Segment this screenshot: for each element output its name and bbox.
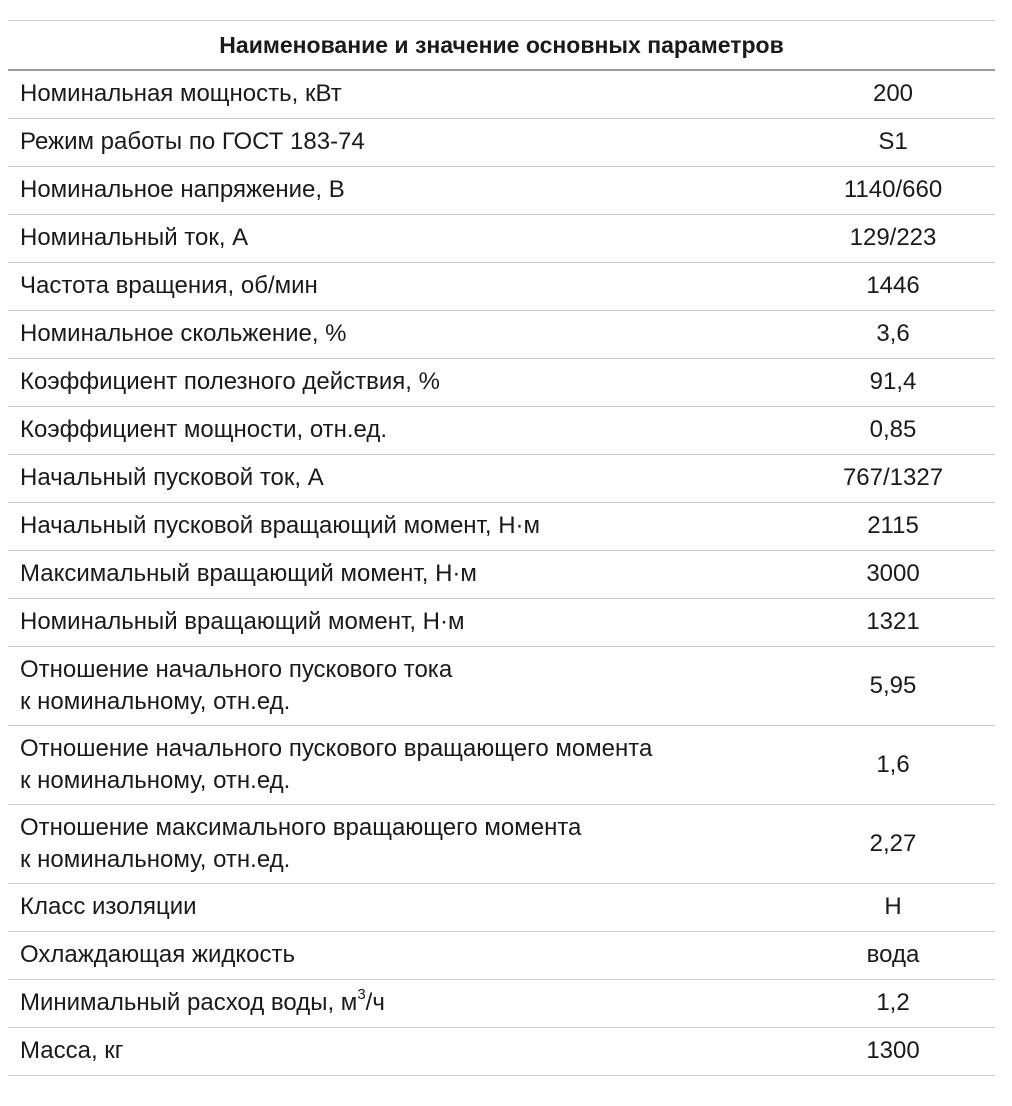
param-value: 1,2 (753, 979, 995, 1027)
table-row (8, 1027, 995, 1075)
table-row (8, 166, 995, 214)
table-header: Наименование и значение основных параметров (8, 21, 995, 71)
param-value: 5,95 (753, 646, 995, 725)
table-row (8, 979, 995, 1027)
table-row (8, 118, 995, 166)
table-row (8, 725, 995, 804)
param-name: Коэффициент мощности, отн.ед. (8, 406, 753, 454)
param-value: 1140/660 (753, 166, 995, 214)
param-name: Номинальный ток, А (8, 214, 753, 262)
param-name: Номинальное скольжение, % (8, 310, 753, 358)
table-row (8, 804, 995, 883)
table-row (8, 70, 995, 118)
param-value: 1,6 (753, 725, 995, 804)
param-name: Частота вращения, об/мин (8, 262, 753, 310)
param-name: Масса, кг (8, 1027, 753, 1075)
param-value: Н (753, 883, 995, 931)
param-name-line-1: Отношение максимального вращающего момента (20, 813, 582, 841)
param-name: Охлаждающая жидкость (8, 931, 753, 979)
param-name: Коэффициент полезного действия, % (8, 358, 753, 406)
param-name-line-2: к номинальному, отн.ед. (20, 766, 291, 794)
param-value: 91,4 (753, 358, 995, 406)
table-row (8, 454, 995, 502)
table-row (8, 406, 995, 454)
param-value: 2115 (753, 502, 995, 550)
param-name: Начальный пусковой ток, А (8, 454, 753, 502)
table-row (8, 310, 995, 358)
param-value: 200 (753, 70, 995, 118)
param-name-line-1: Отношение начального пускового вращающего момента (20, 734, 653, 762)
param-value: 3,6 (753, 310, 995, 358)
superscript-exponent: 3 (357, 986, 366, 1003)
parameters-table (8, 20, 995, 1076)
param-name: Максимальный вращающий момент, Н·м (8, 550, 753, 598)
param-name-text: Минимальный расход воды, м (20, 989, 358, 1016)
table-row (8, 502, 995, 550)
param-name: Класс изоляции (8, 883, 753, 931)
table-row (8, 931, 995, 979)
param-name (8, 646, 753, 725)
param-value: S1 (753, 118, 995, 166)
param-value: 767/1327 (753, 454, 995, 502)
param-name-line-2: к номинальному, отн.ед. (20, 845, 291, 873)
param-value: 1321 (753, 598, 995, 646)
param-name: Режим работы по ГОСТ 183-74 (8, 118, 753, 166)
param-name-suffix: /ч (365, 989, 385, 1016)
param-name: Номинальный вращающий момент, Н·м (8, 598, 753, 646)
param-name: Номинальное напряжение, В (8, 166, 753, 214)
param-name (8, 979, 753, 1027)
param-value: 0,85 (753, 406, 995, 454)
param-value: 3000 (753, 550, 995, 598)
param-value: 129/223 (753, 214, 995, 262)
table-row (8, 550, 995, 598)
table-row (8, 358, 995, 406)
table-row (8, 262, 995, 310)
param-value: 1446 (753, 262, 995, 310)
table-header-row (8, 21, 995, 71)
param-name: Номинальная мощность, кВт (8, 70, 753, 118)
param-value: вода (753, 931, 995, 979)
param-value: 1300 (753, 1027, 995, 1075)
table-row (8, 214, 995, 262)
param-name-line-2: к номинальному, отн.ед. (20, 687, 291, 715)
table-row (8, 883, 995, 931)
table-row (8, 646, 995, 725)
param-name-line-1: Отношение начального пускового тока (20, 655, 453, 683)
param-name (8, 725, 753, 804)
parameters-table-container (8, 20, 995, 1076)
param-name: Начальный пусковой вращающий момент, Н·м (8, 502, 753, 550)
param-name (8, 804, 753, 883)
table-row (8, 598, 995, 646)
param-value: 2,27 (753, 804, 995, 883)
